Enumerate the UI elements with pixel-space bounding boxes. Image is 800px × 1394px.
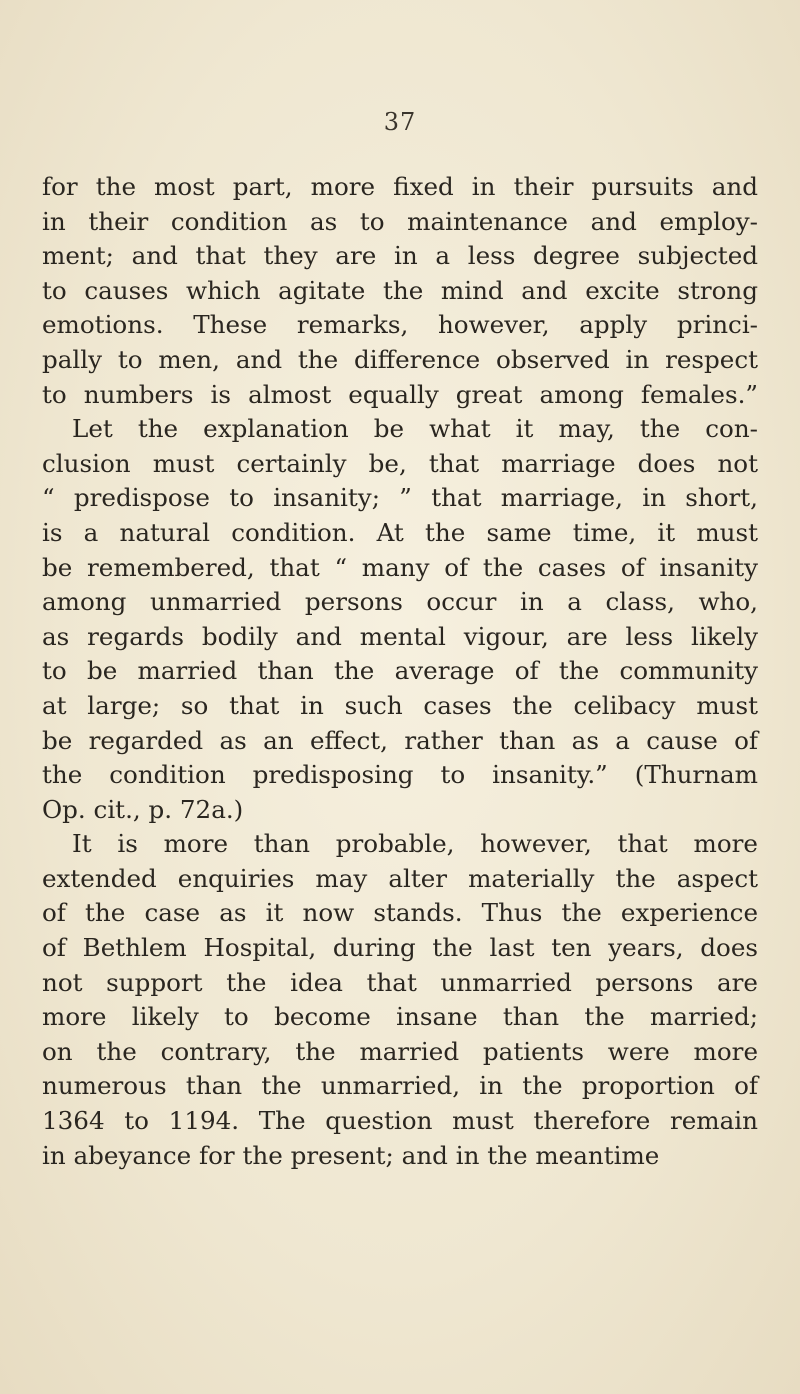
text-line: ment; and that they are in a less degree subjected: [42, 241, 758, 271]
text-line: emotions. These remarks, however, apply princi-: [42, 310, 758, 340]
text-line: to numbers is almost equally great among females.”: [42, 379, 758, 409]
text-line: of the case as it now stands. Thus the experience: [42, 898, 758, 928]
text-line: to be married than the average of the community: [42, 656, 758, 686]
text-line: not support the idea that unmarried persons are: [42, 967, 758, 997]
text-line: pally to men, and the difference observed in respect: [42, 344, 758, 374]
text-line: Let the explanation be what it may, the con-: [72, 414, 758, 444]
text-line: is a natural condition. At the same time, it must: [42, 517, 758, 547]
body-text: [42, 170, 758, 1173]
text-line: clusion must certainly be, that marriage does not: [42, 448, 758, 478]
text-line: Op. cit., p. 72a.): [42, 794, 244, 824]
text-line: It is more than probable, however, that more: [72, 829, 758, 859]
text-line: for the most part, more fixed in their pursuits and: [42, 172, 758, 201]
text-line: be remembered, that “ many of the cases of insanity: [42, 552, 758, 582]
text-line: 1364 to 1194. The question must therefore remain: [42, 1106, 758, 1136]
text-line: in abeyance for the present; and in the meantime: [42, 1140, 660, 1170]
text-line: among unmarried persons occur in a class, who,: [42, 587, 758, 617]
text-line: extended enquiries may alter materially the aspect: [42, 863, 758, 893]
text-line: “ predispose to insanity; ” that marriage, in short,: [42, 483, 758, 513]
text-line: of Bethlem Hospital, during the last ten years, does: [42, 933, 758, 963]
text-line: the condition predisposing to insanity.” (Thurnam: [42, 760, 758, 790]
text-line: in their condition as to maintenance and employ-: [42, 206, 758, 236]
text-line: as regards bodily and mental vigour, are less likely: [42, 621, 758, 651]
page-number: 37: [383, 108, 417, 136]
text-line: on the contrary, the married patients were more: [42, 1036, 758, 1066]
text-line: numerous than the unmarried, in the proportion of: [42, 1071, 758, 1101]
text-line: be regarded as an effect, rather than as a cause of: [42, 725, 758, 755]
text-line: at large; so that in such cases the celibacy must: [42, 690, 758, 720]
text-line: more likely to become insane than the married;: [42, 1002, 758, 1032]
text-line: to causes which agitate the mind and excite strong: [42, 275, 758, 305]
